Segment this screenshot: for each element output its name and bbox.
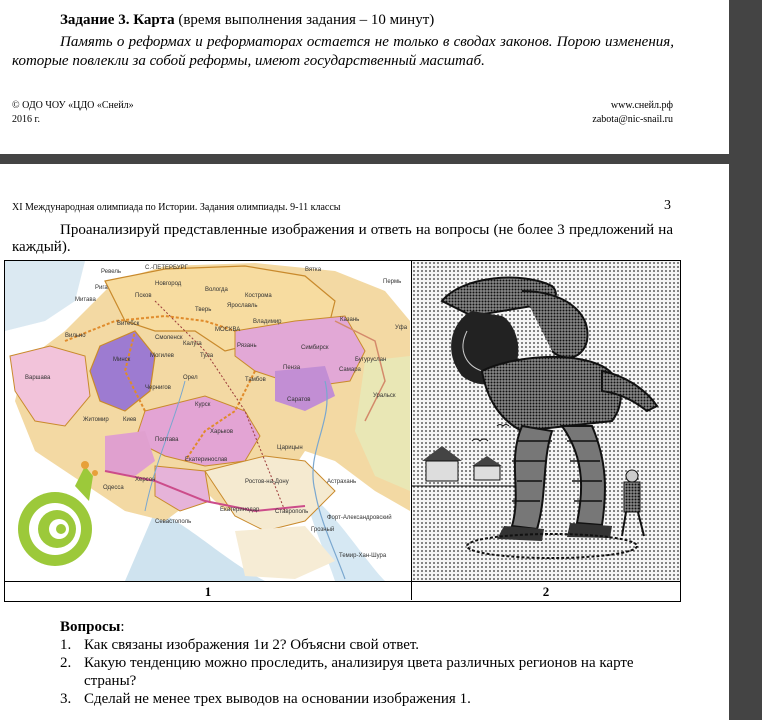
map-label-kostroma: Кострома	[245, 293, 272, 299]
map-label-yaroslavl: Ярославль	[227, 303, 258, 309]
question-item	[60, 636, 660, 654]
map-label-vladimir: Владимир	[253, 319, 282, 325]
question-number: 2.	[60, 655, 72, 671]
map-label-reval: Ревель	[101, 269, 121, 275]
page-number: 3	[664, 198, 671, 213]
map-label-rostov: Ростов-на-Дону	[245, 479, 289, 485]
map-label-minsk: Минск	[113, 357, 131, 363]
map-label-mitava: Митава	[75, 297, 96, 303]
map-label-kiev: Киев	[123, 417, 137, 423]
map-label-vyatka: Вятка	[305, 267, 322, 273]
map-label-novgorod: Новгород	[155, 281, 182, 287]
map-label-grozny: Грозный	[311, 527, 335, 533]
map-label-stavropol: Ставрополь	[275, 509, 309, 515]
map-label-kursk: Курск	[195, 402, 211, 408]
map-label-odessa: Одесса	[103, 485, 124, 491]
cartoon-figure	[412, 261, 680, 581]
map-label-fort: Форт-Александровский	[327, 515, 392, 521]
question-text: Как связаны изображения 1и 2? Объясни свой ответ.	[84, 637, 420, 653]
map-label-kharkov: Харьков	[210, 429, 234, 435]
figure-table	[4, 260, 681, 602]
map-label-smolensk: Смоленск	[155, 335, 183, 341]
map-label-perm: Пермь	[383, 279, 402, 285]
email-link[interactable]: zabota@nic-snail.ru	[592, 114, 673, 125]
map-label-kaluga: Калуга	[183, 341, 202, 347]
map-label-tsaritsyn: Царицын	[277, 445, 303, 451]
page-bottom	[0, 164, 729, 720]
copyright: © ОДО ЧОУ «ЦДО «Снейл»	[12, 100, 134, 111]
map-label-samara: Самара	[339, 367, 361, 373]
page-header: XI Международная олимпиада по Истории. Задания олимпиады. 9-11 классы	[12, 202, 341, 213]
map-figure	[5, 261, 412, 581]
intro-text: Проанализируй представленные изображения и ответь на вопросы (не более 3 предложений на каждый).	[12, 222, 673, 255]
questions-heading	[60, 618, 660, 636]
questions-heading-text: Вопросы	[60, 619, 121, 635]
map-label-vitebsk: Витебск	[117, 321, 140, 327]
question-number: 3.	[60, 691, 72, 707]
task-title-rest: (время выполнения задания – 10 минут)	[174, 12, 435, 28]
map-label-chernigov: Чернигов	[145, 385, 171, 391]
question-text: Какую тенденцию можно проследить, анализируя цвета различных регионов на карте страны?	[84, 655, 634, 689]
questions-heading-colon: :	[120, 619, 125, 635]
website-link[interactable]: www.снейл.рф	[610, 100, 673, 111]
caption-row	[5, 581, 680, 601]
year: 2016 г.	[12, 114, 40, 125]
map-label-tula: Тула	[200, 353, 214, 359]
map-label-orel: Орел	[183, 375, 198, 381]
map-label-pskov: Псков	[135, 293, 152, 299]
figure2-caption: 2	[542, 584, 550, 599]
map-label-tambov: Тамбов	[245, 377, 266, 383]
task-title-bold: Задание 3. Карта	[60, 12, 175, 28]
question-number: 1.	[60, 637, 72, 653]
map-label-astrakhan: Астрахань	[327, 479, 357, 485]
map-label-mogilev: Могилев	[150, 353, 174, 359]
question-text: Сделай не менее трех выводов на основании изображения 1.	[84, 691, 471, 707]
map-label-ufa: Уфа	[395, 325, 408, 331]
questions-block	[60, 618, 660, 708]
map-label-sevastopol: Севастополь	[155, 519, 192, 525]
cartoon-image	[412, 261, 680, 581]
task-text: Память о реформах и реформаторах остается не только в сводах законов. Порою изменения, которые повлекли за собой реформы, имеют государственный масштаб.	[12, 34, 674, 69]
map-label-riga: Рига	[95, 285, 108, 291]
page-top	[0, 0, 729, 154]
map-label-ekaterinodar: Екатеринодар	[220, 507, 260, 513]
question-item	[60, 654, 660, 690]
map-label-zhitomir: Житомир	[83, 417, 109, 423]
footer-left	[12, 99, 134, 127]
map-image	[5, 261, 412, 581]
map-label-kherson: Херсон	[135, 477, 156, 483]
task-title	[60, 12, 434, 29]
map-label-temir: Темир-Хан-Шура	[339, 553, 387, 559]
map-label-penza: Пенза	[283, 365, 301, 371]
map-label-moscow: МОСКВА	[215, 327, 241, 333]
figure1-caption: 1	[5, 582, 412, 600]
map-label-buguruslan: Бугуруслан	[355, 357, 387, 363]
question-item	[60, 690, 660, 708]
map-label-tver: Тверь	[195, 307, 212, 313]
map-label-spb: С.-ПЕТЕРБУРГ	[145, 265, 188, 271]
map-label-varshava: Варшава	[25, 375, 51, 381]
map-label-kazan: Казань	[340, 317, 360, 323]
footer-right	[592, 99, 673, 127]
map-label-ryazan: Рязань	[237, 343, 257, 349]
map-label-poltava: Полтава	[155, 437, 179, 443]
map-label-saratov: Саратов	[287, 397, 311, 403]
map-label-simbirsk: Симбирск	[301, 345, 329, 351]
map-label-ekaterinoslav: Екатеринослав	[185, 457, 228, 463]
map-label-vologda: Вологда	[205, 287, 228, 293]
map-label-uralsk: Уральск	[373, 393, 396, 399]
map-label-vilno: Вильно	[65, 333, 86, 339]
